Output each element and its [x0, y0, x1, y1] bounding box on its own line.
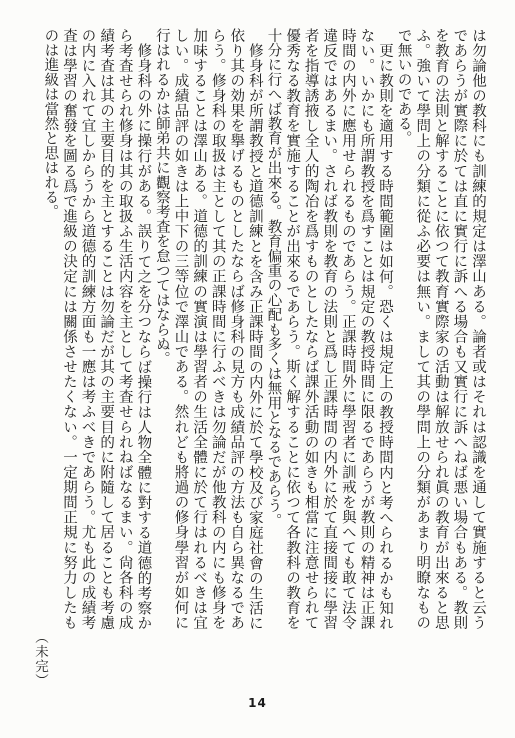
body-text	[25, 28, 487, 630]
paragraph: は勿論他の教科にも訓練的規定は澤山ある。論者或はそれは認識を通して實施すると云うであらうが實際に於ては直に實行に訴へる場合も又實行に訴へねば悪い場合もある。教則を教育の法則と解することに依つて教育實際家の活動は解放せられ眞の教育が出來ると思ふ。強いて學問上の分類に從ふ必要は無い。まして其の學問上の分類があまり明瞭なもので無いのである。	[395, 28, 486, 630]
paragraph: 修身科の外に操行がある。誤りて之を分つならば操行は人物全體に對する道德的考察から考査せられ修身は其の取扱ふ生活内容を主として考査せられねばなるまい。尙各科の成績考査は其の主要目的を主とすることは勿論だが其の主要目的に附隨して居ることも考慮の内に入れて宜しからうから道德的訓練方面も一應は考ふべきであらう。尤も此の成績考査は學習の奮發を圖る爲で進級の決定には關係させたくない。一定期間正規に努力したものは進級は當然と思はれる。	[42, 28, 152, 630]
end-mark: （未完）	[32, 630, 48, 688]
page-number: 14	[248, 696, 267, 710]
paragraph: 更に教則を適用する時間範圍は如何。恐くは規定上の教授時間内と考へられるかも知れない。いかにも所謂教授を爲すことは規定の教授時間に限るであらうが教則の精神は正課時間の内外に應用せられるものであらう。正課時間外に學習者に訓戒を與へても敢て法令違反ではあるまい。されば教則を教育の法則と爲し正課時間の内外に於て直接間接に學習者を指導誘掖し全人的陶冶を爲すものとしたならば課外活動の如きも相當に注意せられて優秀なる教育を實施することが出來るであらう。斯く解することに依つて各教科の教育を十分に行へば教育が出來る。教育偏重の心配も多くは無用となるであらう。	[265, 28, 394, 630]
paragraph: 修身科が所謂教授と道德訓練とを含み正課時間の内外に於て學校及び家庭社會の生活に依り其の効果を擧げるものとしたならば修身科の見方も成績品評の方法も自ら異なるであらう。修身科の取扱は主として其の正課時間に行ふべきは勿論だが他教科の内にも修身を加味することは澤山ある。道德的訓練の實演は學習者の生活全體に於て行はれるべきは宜しい。成績品評の如きは上中下の三等位で澤山である。然れども將過の修身學習が如何に行はれるかは師弟共に觀察考査を怠つてはならぬ。	[153, 28, 263, 630]
